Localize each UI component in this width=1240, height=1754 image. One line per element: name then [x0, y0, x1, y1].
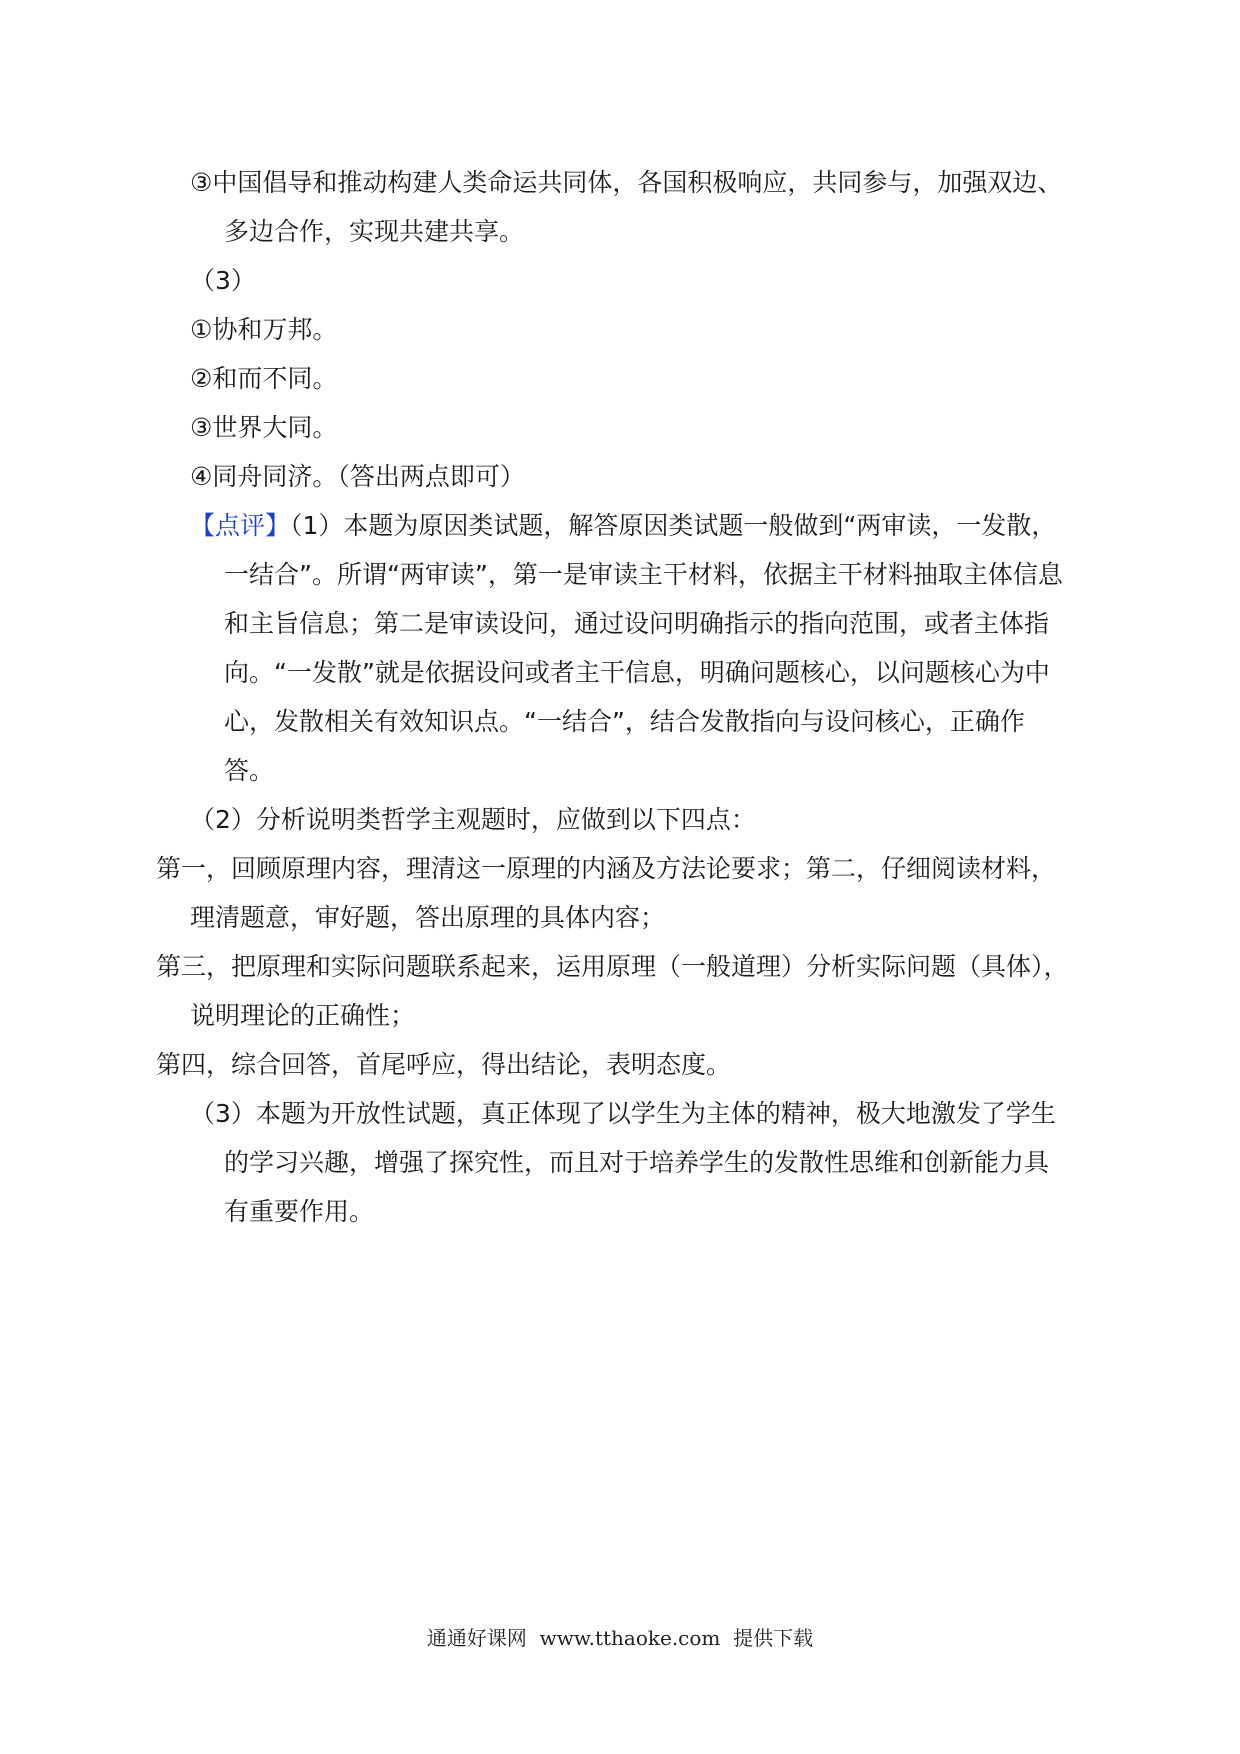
- comment-part-1-text: （1）本题为原因类试题，解答原因类试题一般做到“两审读，一发散，一结合”。所谓“两审读”，第一是审读主干材料，依据主干材料抽取主体信息和主旨信息；第二是审读设问，通过设问明确指示的指向范围，或者主体指向。“一发散”就是依据设问或者主干信息，明确问题核心，以问题核心为中心，发散相关有效知识点。“一结合”，结合发散指向与设问核心，正确作答。: [224, 511, 1063, 785]
- document-body: [156, 158, 1070, 1236]
- comment-step-4: 第四，综合回答，首尾呼应，得出结论，表明态度。: [156, 1050, 732, 1079]
- comment-part-2-intro: （2）分析说明类哲学主观题时，应做到以下四点：: [190, 805, 756, 834]
- answer-item-1: ①协和万邦。: [190, 315, 338, 344]
- comment-part-1: [190, 501, 1070, 795]
- answer-item-2: ②和而不同。: [190, 364, 338, 393]
- answer-item-4: ④同舟同济。（答出两点即可）: [190, 462, 525, 491]
- comment-step-3: 第三，把原理和实际问题联系起来，运用原理（一般道理）分析实际问题（具体），说明理论的正确性；: [156, 952, 1069, 1030]
- answer-item-3-part2: ③中国倡导和推动构建人类命运共同体，各国积极响应，共同参与，加强双边、多边合作，实现共建共享。: [190, 168, 1063, 246]
- footer-source: 通通好课网 www.tthaoke.com 提供下载: [426, 1626, 814, 1650]
- comment-part-3: （3）本题为开放性试题，真正体现了以学生为主体的精神，极大地激发了学生的学习兴趣，增强了探究性，而且对于培养学生的发散性思维和创新能力具有重要作用。: [190, 1099, 1056, 1226]
- answer-item-3: ③世界大同。: [190, 413, 338, 442]
- comment-step-1: 第一，回顾原理内容，理清这一原理的内涵及方法论要求；第二，仔细阅读材料，理清题意，审好题，答出原理的具体内容；: [156, 854, 1057, 932]
- section-3-label: （3）: [190, 266, 256, 295]
- comment-tag: 【点评】: [190, 511, 291, 540]
